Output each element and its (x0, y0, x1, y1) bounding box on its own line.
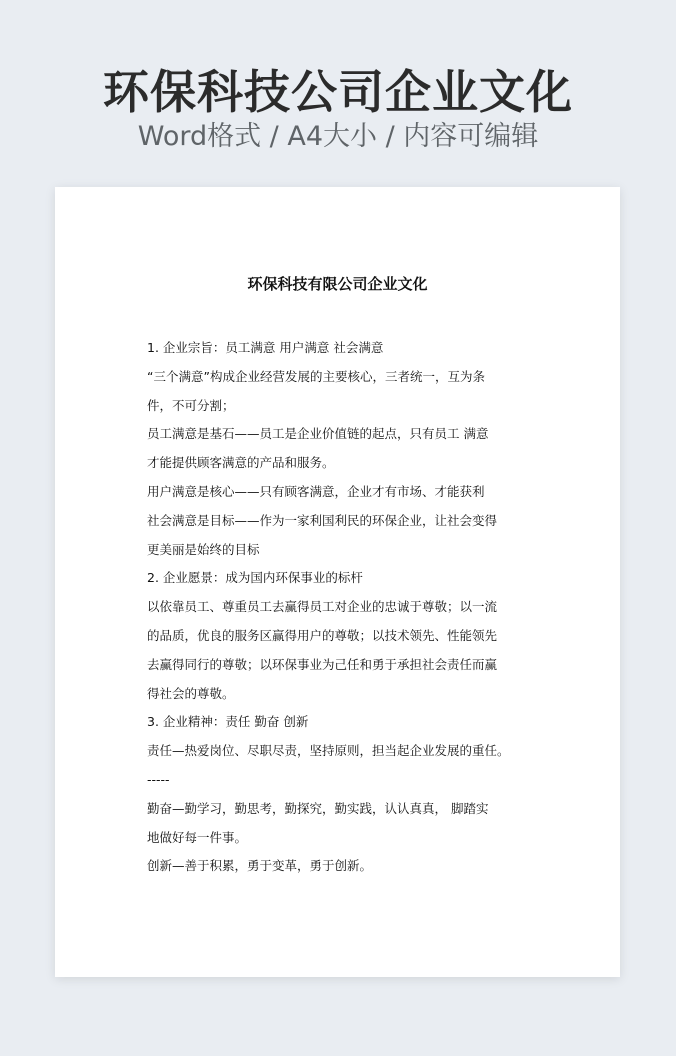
paragraph-line: 地做好每一件事。 (147, 829, 248, 845)
banner-header (0, 0, 676, 180)
paragraph-line: 用户满意是核心——只有顾客满意，企业才有市场、才能获利 (147, 483, 485, 499)
paragraph-line: 勤奋—勤学习，勤思考，勤探究，勤实践，认认真真， 脚踏实 (147, 800, 489, 816)
document-body (147, 334, 532, 881)
paragraph-line: 3. 企业精神：责任 勤奋 创新 (147, 714, 309, 730)
paragraph-line: 去赢得同行的尊敬；以环保事业为己任和勇于承担社会责任而赢 (147, 656, 498, 672)
paragraph-line: 1. 企业宗旨：员工满意 用户满意 社会满意 (147, 340, 384, 355)
paragraph-line: 社会满意是目标——作为一家利国利民的环保企业，让社会变得 (147, 512, 498, 528)
document-page (55, 187, 620, 977)
paragraph-line: 的品质，优良的服务区赢得用户的尊敬；以技术领先、性能领先 (147, 627, 498, 643)
paragraph-line: 更美丽是始终的目标 (147, 541, 260, 557)
banner-title: 环保科技公司企业文化 (103, 65, 573, 119)
paragraph-line: 以依靠员工、尊重员工去赢得员工对企业的忠诚于尊敬；以一流 (147, 599, 498, 615)
paragraph-line: 得社会的尊敬。 (147, 685, 235, 701)
paragraph-line: “三个满意”构成企业经营发展的主要核心，三者统一，互为条 (147, 368, 485, 384)
paragraph-line: 才能提供顾客满意的产品和服务。 (147, 455, 335, 471)
document-title: 环保科技有限公司企业文化 (247, 275, 428, 293)
paragraph-line: 员工满意是基石——员工是企业价值链的起点，只有员工 满意 (147, 426, 489, 442)
paragraph-line: 2. 企业愿景：成为国内环保事业的标杆 (147, 570, 363, 586)
paragraph-line: 创新—善于积累，勇于变革，勇于创新。 (147, 858, 373, 874)
paragraph-line: 责任—热爱岗位、尽职尽责，坚持原则，担当起企业发展的重任。 (147, 743, 510, 759)
banner-subtitle: Word格式 / A4大小 / 内容可编辑 (137, 121, 539, 152)
paragraph-line: ----- (147, 771, 170, 787)
paragraph-line: 件，不可分割； (147, 397, 235, 413)
